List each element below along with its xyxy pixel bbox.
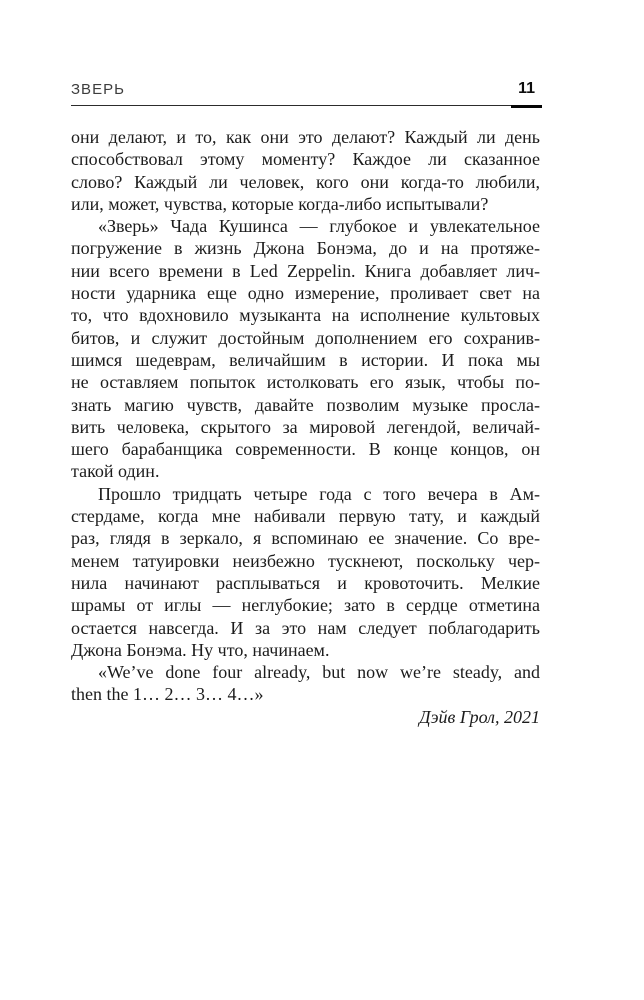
text-line: «We’ve done four already, but now we’re steady, and <box>98 662 540 683</box>
text-line: Джона Бонэма. Ну что, начинаем. <box>71 639 330 660</box>
text-line: шего барабанщика современности. В конце концов, он <box>71 439 540 460</box>
running-title: ЗВЕРЬ <box>71 81 125 98</box>
paragraph <box>71 215 540 483</box>
paragraph <box>71 661 540 706</box>
text-line: раз, глядя в зеркало, я вспоминаю ее значение. Со вре- <box>71 528 540 549</box>
text-line: менем татуировки неизбежно тускнеют, поскольку чер- <box>71 550 540 571</box>
page-header <box>71 80 540 106</box>
text-line: Прошло тридцать четыре года с того вечера в Ам- <box>98 483 540 504</box>
text-line: погружение в жизнь Джона Бонэма, до и на протяже- <box>71 238 540 259</box>
text-line: или, может, чувства, которые когда-либо испытывали? <box>71 193 489 214</box>
text-line: шрамы от иглы — неглубокие; зато в сердце отметина <box>71 595 540 616</box>
text-line: они делают, и то, как они это делают? Каждый ли день <box>71 127 540 147</box>
text-line: нила начинают расплываться и кровоточить. Мелкие <box>71 572 540 593</box>
text-line: ности ударника еще одно измерение, проливает свет на <box>71 283 540 304</box>
text-line: шимся шедеврам, величайшим в истории. И пока мы <box>71 349 540 370</box>
text-line: стердаме, когда мне набивали первую тату, и каждый <box>71 506 540 527</box>
text-line: вить человека, скрытого за мировой легендой, величай- <box>71 416 540 437</box>
text-line: остается навсегда. И за это нам следует поблагодарить <box>71 617 540 638</box>
text-line: знать магию чувств, давайте позволим музыке просла- <box>71 394 540 415</box>
text-line: Дэйв Грол, 2021 <box>419 706 540 727</box>
text-line: слово? Каждый ли человек, кого они когда-то любили, <box>71 171 540 192</box>
attribution <box>71 706 540 728</box>
text-line: не оставляем попыток истолковать его язык, чтобы по- <box>71 372 540 393</box>
text-line: битов, и служит достойным дополнением его сохранив- <box>71 327 540 348</box>
text-line: то, что вдохновило музыканта на исполнение культовых <box>71 305 540 326</box>
page-number: 11 <box>513 80 540 98</box>
text-line: then the 1… 2… 3… 4…» <box>71 684 264 705</box>
text-line: нии всего времени в Led Zeppelin. Книга добавляет лич- <box>71 260 540 281</box>
text-line: способствовал этому моменту? Каждое ли сказанное <box>71 149 540 170</box>
paragraph <box>71 483 540 661</box>
text-line: такой один. <box>71 461 160 482</box>
book-page <box>71 80 540 728</box>
text-line: «Зверь» Чада Кушинса — глубокое и увлекательное <box>98 216 540 237</box>
body-text <box>71 126 540 728</box>
paragraph <box>71 126 540 215</box>
